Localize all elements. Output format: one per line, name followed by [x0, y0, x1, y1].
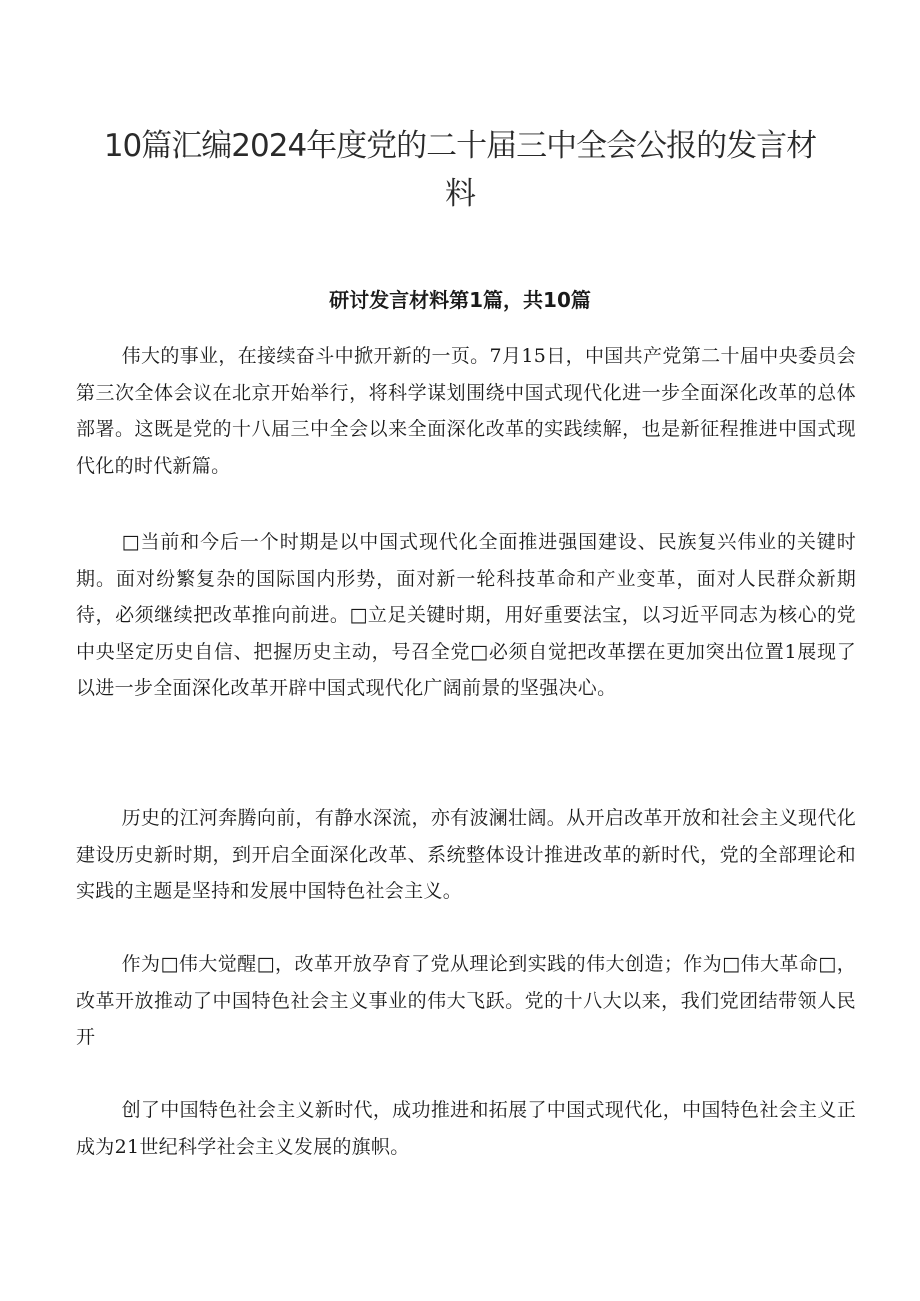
paragraph-3: 历史的江河奔腾向前，有静水深流，亦有波澜壮阔。从开启改革开放和社会主义现代化建设历史新时期，到开启全面深化改革、系统整体设计推进改革的新时代，党的全部理论和实践的主题是坚持和发展中国特色社会主义。 — [76, 807, 856, 902]
document-title — [80, 122, 840, 218]
section-subtitle: 研讨发言材料第1篇，共10篇 — [329, 288, 591, 312]
paragraph-5: 创了中国特色社会主义新时代，成功推进和拓展了中国式现代化，中国特色社会主义正成为21世纪科学社会主义发展的旗帜。 — [76, 1099, 856, 1158]
document-title-line-1: 10篇汇编2024年度党的二十届三中全会公报的发言材 — [103, 128, 817, 164]
document-title-line-2: 料 — [445, 176, 475, 212]
paragraph-1: 伟大的事业，在接续奋斗中掀开新的一页。7月15日，中国共产党第二十届中央委员会第三次全体会议在北京开始举行，将科学谋划围绕中国式现代化进一步全面深化改革的总体部署。这既是党的十八届三中全会以来全面深化改革的实践续解，也是新征程推进中国式现代化的时代新篇。 — [76, 345, 856, 477]
paragraph-2: □当前和今后一个时期是以中国式现代化全面推进强国建设、民族复兴伟业的关键时期。面对纷繁复杂的国际国内形势，面对新一轮科技革命和产业变革，面对人民群众新期待，必须继续把改革推向前进。□立足关键时期，用好重要法宝，以习近平同志为核心的党中央坚定历史自信、把握历史主动，号召全党□必须自觉把改革摆在更加突出位置1展现了以进一步全面深化改革开辟中国式现代化广阔前景的坚强决心。 — [76, 531, 856, 699]
paragraph-4: 作为□伟大觉醒□，改革开放孕育了党从理论到实践的伟大创造；作为□伟大革命□，改革开放推动了中国特色社会主义事业的伟大飞跃。党的十八大以来，我们党团结带领人民开 — [76, 953, 856, 1048]
